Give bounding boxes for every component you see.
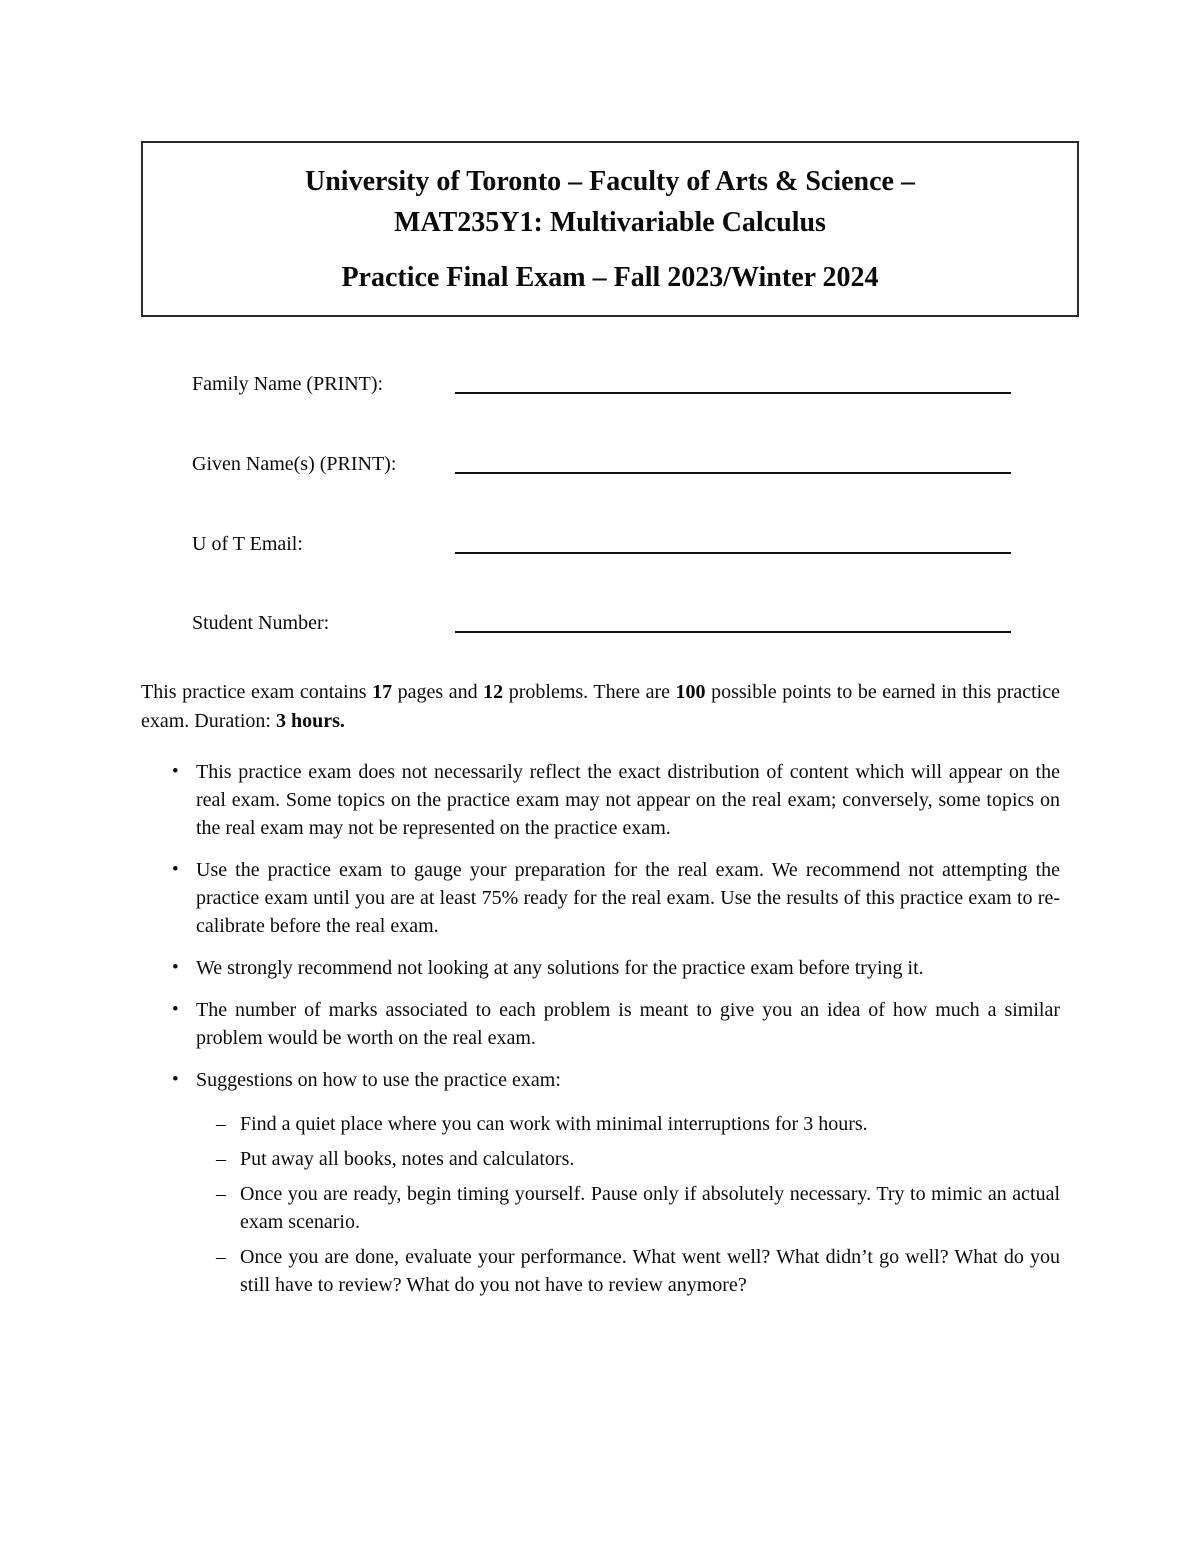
email-label: U of T Email: [192,533,303,555]
bullet-text: Suggestions on how to use the practice exam: [196,1069,561,1091]
dash-icon: – [216,1148,226,1170]
instructions-section [141,678,1060,1299]
email-blank-line [455,552,1011,554]
form-row-given-names [0,451,1200,479]
suggestions-sub-list [196,1110,1060,1299]
instructions-bullet-list [141,758,1060,1299]
list-item [196,1145,1060,1173]
family-name-blank-line [455,392,1011,394]
list-item [196,1243,1060,1299]
list-item [196,1180,1060,1236]
bullet-text: We strongly recommend not looking at any solutions for the practice exam before trying it. [196,957,924,979]
bullet-text: The number of marks associated to each problem is meant to give you an idea of how much a similar problem would be worth on the real exam. [196,999,1060,1049]
bullet-text: This practice exam does not necessarily reflect the exact distribution of content which will appear on the real exam. Some topics on the practice exam may not appear on the real exam; conversely, some topics on the real exam may not be represented on the practice exam. [196,761,1060,839]
list-item [141,1066,1060,1299]
list-item [141,954,1060,982]
given-names-blank-line [455,472,1011,474]
intro-problems-count: 12 [483,681,504,703]
dash-icon: – [216,1246,226,1268]
dash-icon: – [216,1183,226,1205]
title-box [141,141,1079,317]
bullet-text: Use the practice exam to gauge your preparation for the real exam. We recommend not attempting the practice exam until you are at least 75% ready for the real exam. Use the results of this practice exam to re-calibrate before the real exam. [196,859,1060,937]
intro-pages-count: 17 [372,681,393,703]
bullet-icon: • [172,859,179,880]
family-name-label: Family Name (PRINT): [192,373,384,395]
bullet-icon: • [172,957,179,978]
intro-text-segment: This practice exam contains [141,681,373,703]
student-number-label: Student Number: [192,612,330,634]
bullet-icon: • [172,761,179,782]
given-names-label: Given Name(s) (PRINT): [192,453,397,475]
form-row-student-number [0,610,1200,638]
form-row-email [0,531,1200,559]
intro-text-segment: pages and [392,681,484,703]
sub-bullet-text: Put away all books, notes and calculators. [240,1148,575,1170]
sub-bullet-text: Once you are done, evaluate your performance. What went well? What didn’t go well? What do you still have to review? What do you not have to review anymore? [240,1246,1060,1296]
form-row-family-name [0,371,1200,399]
bullet-icon: • [172,1069,179,1090]
list-item [141,996,1060,1052]
intro-text-segment: problems. There are [503,681,676,703]
list-item [196,1110,1060,1138]
title-line-university: University of Toronto – Faculty of Arts & Science – [305,166,915,197]
bullet-icon: • [172,999,179,1020]
list-item [141,758,1060,842]
title-lines [143,161,1077,243]
sub-bullet-text: Once you are ready, begin timing yourself. Pause only if absolutely necessary. Try to mimic an actual exam scenario. [240,1183,1060,1233]
title-line-exam: Practice Final Exam – Fall 2023/Winter 2024 [341,262,879,293]
student-number-blank-line [455,631,1011,633]
intro-text-segment: possible points to be earned in this practice exam. Duration: [141,681,1060,732]
title-line-course: MAT235Y1: Multivariable Calculus [394,207,826,238]
list-item [141,856,1060,940]
intro-paragraph [141,678,1060,736]
sub-bullet-text: Find a quiet place where you can work with minimal interruptions for 3 hours. [240,1113,868,1135]
intro-duration-value: 3 hours. [275,710,345,732]
intro-points-count: 100 [675,681,706,703]
dash-icon: – [216,1113,226,1135]
